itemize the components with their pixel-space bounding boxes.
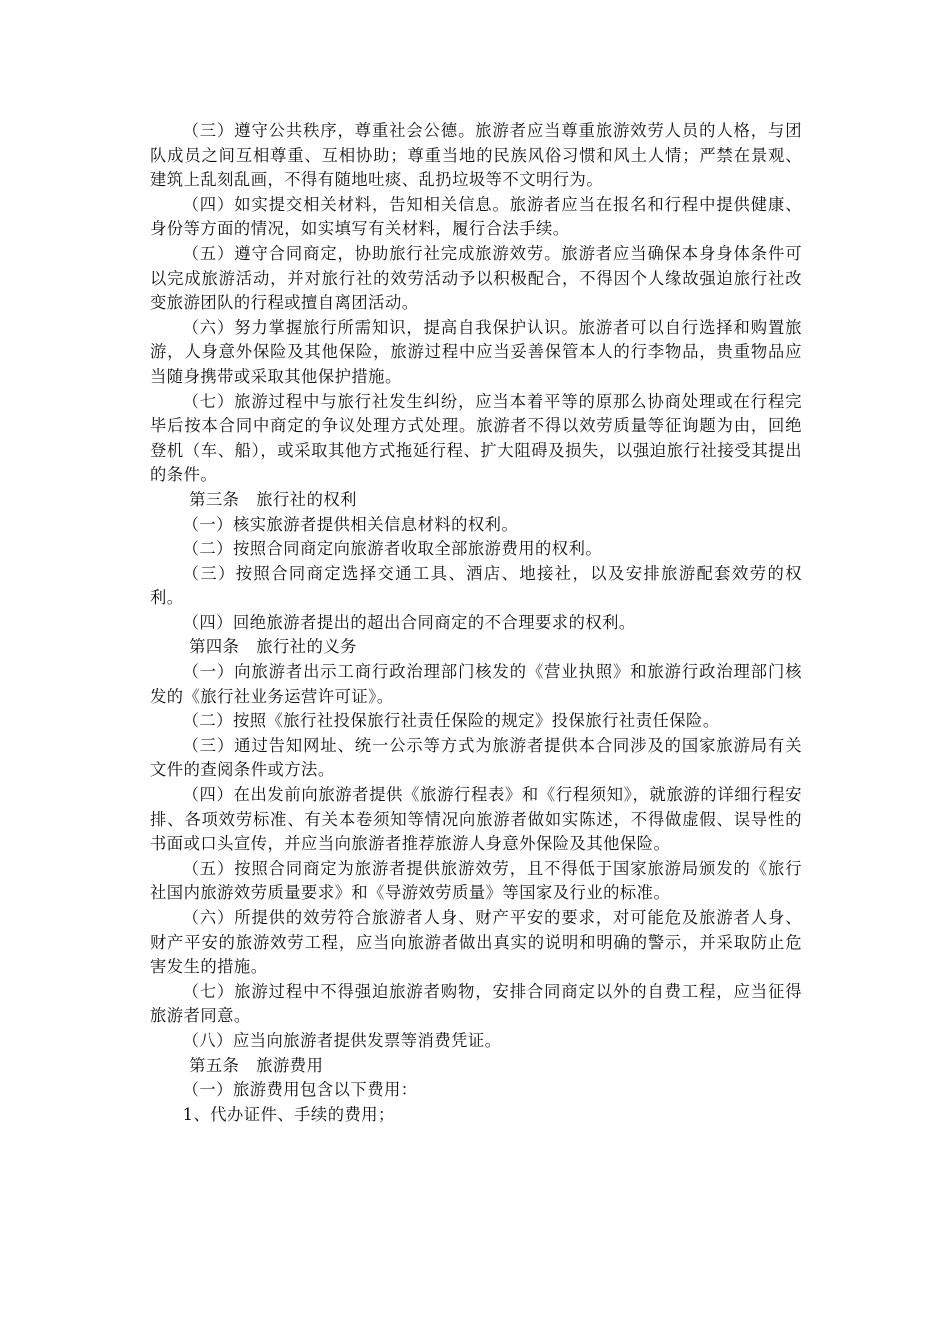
clause-paragraph: （一）核实旅游者提供相关信息材料的权利。 [182, 514, 519, 534]
clause-paragraph: （三）按照合同商定选择交通工具、酒店、地接社，以及安排旅游配套效劳的权利。 [150, 563, 802, 608]
article-heading: 第三条 旅行社的权利 [189, 489, 357, 509]
clause-paragraph: （六）所提供的效劳符合旅游者人身、财产平安的要求，对可能危及旅游者人身、财产平安的旅游效劳工程，应当向旅游者做出真实的说明和明确的警示，并采取防止危害发生的措施。 [150, 908, 802, 977]
clause-paragraph: （七）旅游过程中与旅行社发生纠纷，应当本着平等的原那么协商处理或在行程完毕后按本合同中商定的争议处理方式处理。旅游者不得以效劳质量等征询题为由，回绝登机（车、船），或采取其他方式拖延行程、扩大阻碍及损失，以强迫旅行社接受其提出的条件。 [150, 391, 802, 485]
list-item: 1、代办证件、手续的费用； [182, 1104, 395, 1124]
clause-paragraph: （八）应当向旅游者提供发票等消费凭证。 [182, 1030, 502, 1050]
clause-paragraph: （四）在出发前向旅游者提供《旅游行程表》和《行程须知》，就旅游的详细行程安排、各项效劳标准、有关本卷须知等情况向旅游者做如实陈述，不得做虚假、误导性的书面或口头宣传，并应当向旅游者推荐旅游人身意外保险及其他保险。 [150, 785, 802, 854]
clause-paragraph: （四）如实提交相关材料，告知相关信息。旅游者应当在报名和行程中提供健康、身份等方面的情况，如实填写有关材料，履行合法手续。 [150, 194, 802, 239]
clause-paragraph: （一）旅游费用包含以下费用： [182, 1080, 418, 1100]
clause-paragraph: （五）按照合同商定为旅游者提供旅游效劳，且不得低于国家旅游局颁发的《旅行社国内旅游效劳质量要求》和《导游效劳质量》等国家及行业的标准。 [150, 858, 802, 903]
clause-paragraph: （四）回绝旅游者提出的超出合同商定的不合理要求的权利。 [182, 612, 636, 632]
clause-paragraph: （一）向旅游者出示工商行政治理部门核发的《营业执照》和旅游行政治理部门核发的《旅行社业务运营许可证》。 [150, 662, 802, 706]
clause-paragraph: （二）按照合同商定向旅游者收取全部旅游费用的权利。 [182, 539, 603, 559]
article-heading: 第五条 旅游费用 [189, 1055, 324, 1075]
article-heading: 第四条 旅行社的义务 [189, 637, 357, 657]
document-body [150, 119, 802, 1127]
clause-paragraph: （三）遵守公共秩序，尊重社会公德。旅游者应当尊重旅游效劳人员的人格，与团队成员之间互相尊重、互相协助；尊重当地的民族风俗习惯和风土人情；严禁在景观、建筑上乱刻乱画，不得有随地吐痰、乱扔垃圾等不文明行为。 [150, 121, 802, 190]
clause-paragraph: （六）努力掌握旅行所需知识，提高自我保护认识。旅游者可以自行选择和购置旅游，人身意外保险及其他保险，旅游过程中应当妥善保管本人的行李物品，贵重物品应当随身携带或采取其他保护措施。 [150, 317, 802, 386]
clause-paragraph: （二）按照《旅行社投保旅行社责任保险的规定》投保旅行社责任保险。 [182, 711, 720, 731]
clause-paragraph: （五）遵守合同商定，协助旅行社完成旅游效劳。旅游者应当确保本身身体条件可以完成旅游活动，并对旅行社的效劳活动予以积极配合，不得因个人缘故强迫旅行社改变旅游团队的行程或擅自离团活动。 [150, 243, 802, 313]
clause-paragraph: （七）旅游过程中不得强迫旅游者购物，安排合同商定以外的自费工程，应当征得旅游者同意。 [150, 981, 802, 1026]
clause-paragraph: （三）通过告知网址、统一公示等方式为旅游者提供本合同涉及的国家旅游局有关文件的查阅条件或方法。 [150, 735, 802, 780]
